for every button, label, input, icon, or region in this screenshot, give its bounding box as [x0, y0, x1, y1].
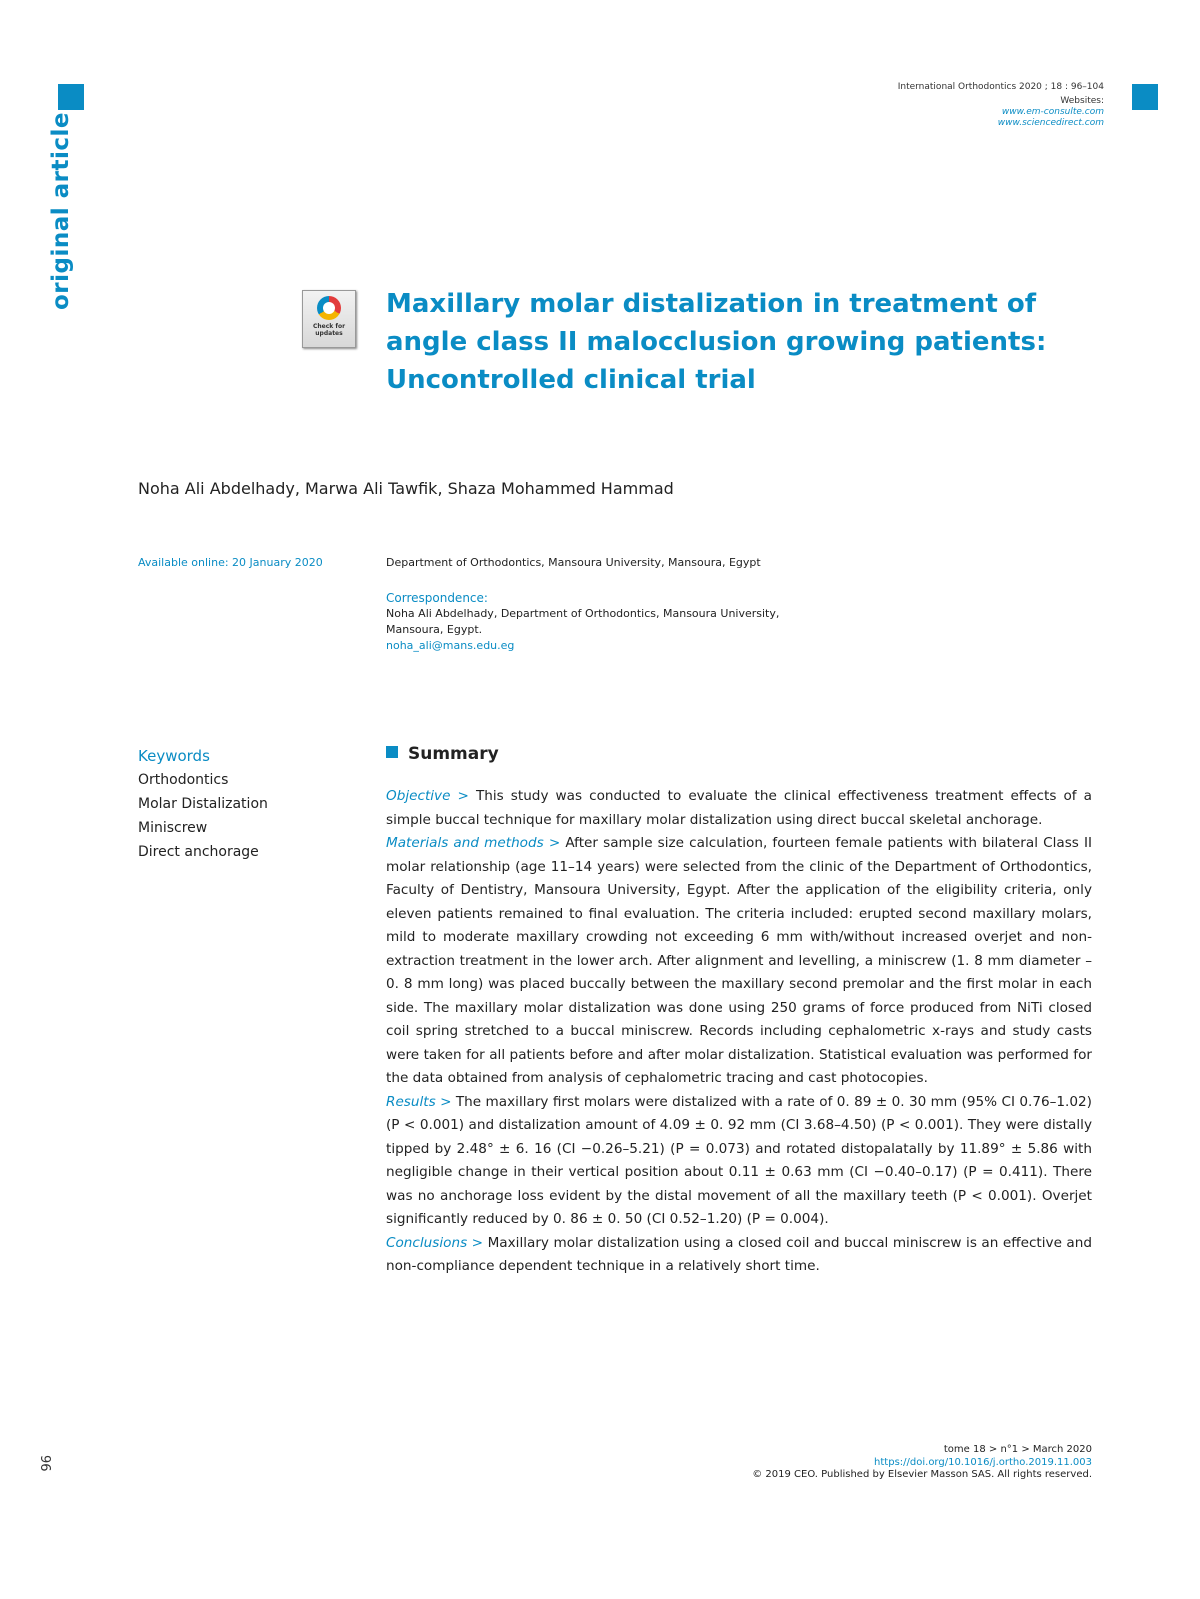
correspondence-line-2: Mansoura, Egypt.: [386, 623, 483, 636]
keyword-item: Molar Distalization: [138, 796, 268, 812]
keyword-item: Direct anchorage: [138, 844, 259, 860]
keyword-item: Orthodontics: [138, 772, 229, 788]
objective-text: This study was conducted to evaluate the clinical effectiveness treatment effects of a simple buccal technique for maxillary molar distalization using direct buccal skeletal anchorage.: [386, 788, 1092, 828]
results-text: The maxillary first molars were distalized with a rate of 0. 89 ± 0. 30 mm (95% CI 0.76–1.02) (P < 0.001) and distalization amount of 4.09 ± 0. 92 mm (CI 3.68–4.50) (P < 0.001). They were distally tipped by 2.48° ± 6. 16 (CI −0.26–5.21) (P = 0.073) and rotated distopalatally by 11.89° ± 5.86 with negligible change in their vertical position about 0.11 ± 0.63 mm (CI −0.40–0.17) (P = 0.411). There was no anchorage loss evident by the distal movement of all the maxillary teeth (P < 0.001). Overjet significantly reduced by 0. 86 ± 0. 50 (CI 0.52–1.20) (P = 0.004).: [386, 1093, 1092, 1227]
abstract-conclusions: [386, 1232, 1092, 1279]
accent-square-right: [1132, 84, 1158, 110]
check-for-updates-icon: [317, 296, 341, 320]
badge-line-1: Check for: [312, 323, 346, 330]
conclusions-label: Conclusions >: [386, 1234, 488, 1251]
correspondence-line-1: Noha Ali Abdelhady, Department of Orthodontics, Mansoura University,: [386, 607, 780, 620]
accent-square-left: [58, 84, 84, 110]
abstract-results: [386, 1091, 1092, 1232]
journal-header: [898, 82, 1104, 129]
available-online-date: Available online: 20 January 2020: [138, 556, 323, 569]
correspondence-block: [386, 590, 779, 654]
abstract-body: [386, 785, 1092, 1279]
conclusions-text: Maxillary molar distalization using a closed coil and buccal miniscrew is an effective and non-compliance dependent technique in a relatively short time.: [386, 1234, 1093, 1274]
website-link-sciencedirect[interactable]: www.sciencedirect.com: [997, 118, 1104, 128]
page-number: 96: [37, 1455, 52, 1472]
copyright-notice: © 2019 CEO. Published by Elsevier Masson SAS. All rights reserved.: [752, 1469, 1092, 1480]
results-label: Results >: [386, 1093, 456, 1110]
abstract-methods: [386, 832, 1092, 1091]
summary-heading-row: [386, 744, 499, 764]
article-type-label: original article: [48, 111, 74, 310]
websites-label: Websites:: [1060, 96, 1104, 106]
keywords-heading: Keywords: [138, 747, 210, 765]
objective-label: Objective >: [386, 788, 476, 804]
methods-label: Materials and methods >: [386, 835, 566, 851]
page-footer: [752, 1444, 1092, 1482]
author-list: Noha Ali Abdelhady, Marwa Ali Tawfik, Shaza Mohammed Hammad: [138, 479, 674, 498]
doi-link[interactable]: https://doi.org/10.1016/j.ortho.2019.11.003: [874, 1456, 1092, 1468]
keyword-item: Miniscrew: [138, 820, 208, 836]
journal-citation: International Orthodontics 2020 ; 18 : 96–104: [897, 82, 1104, 92]
article-title: Maxillary molar distalization in treatment of angle class II malocclusion growing patients: Uncontrolled clinical trial: [386, 289, 1047, 395]
affiliation: Department of Orthodontics, Mansoura University, Mansoura, Egypt: [386, 556, 761, 569]
correspondence-heading: Correspondence:: [386, 591, 488, 605]
issue-info: tome 18 > n°1 > March 2020: [943, 1444, 1092, 1455]
keywords-block: [138, 744, 268, 864]
check-for-updates-badge[interactable]: [302, 290, 356, 348]
abstract-objective: [386, 785, 1092, 832]
badge-line-2: updates: [315, 330, 343, 337]
methods-text: After sample size calculation, fourteen female patients with bilateral Class II molar relationship (age 11–14 years) were selected from the clinic of the Department of Orthodontics, Faculty of Dentistry, Mansoura University, Egypt. After the application of the eligibility criteria, only eleven patients remained to final evaluation. The criteria included: erupted second maxillary molars, mild to moderate maxillary crowding not exceeding 6 mm with/without increased overjet and non-extraction treatment in the lower arch. After alignment and levelling, a miniscrew (1. 8 mm diameter – 0. 8 mm long) was placed buccally between the maxillary second premolar and the first molar in each side. The maxillary molar distalization was done using 250 grams of force produced from NiTi closed coil spring stretched to a buccal miniscrew. Records including cephalometric x-rays and study casts were taken for all patients before and after molar distalization. Statistical evaluation was performed for the data obtained from analysis of cephalometric tracing and cast photocopies.: [386, 835, 1092, 1086]
summary-square-icon: [386, 746, 398, 758]
summary-heading: Summary: [408, 744, 499, 764]
website-link-em-consulte[interactable]: www.em-consulte.com: [1001, 107, 1104, 117]
correspondence-email-link[interactable]: noha_ali@mans.edu.eg: [386, 639, 515, 652]
